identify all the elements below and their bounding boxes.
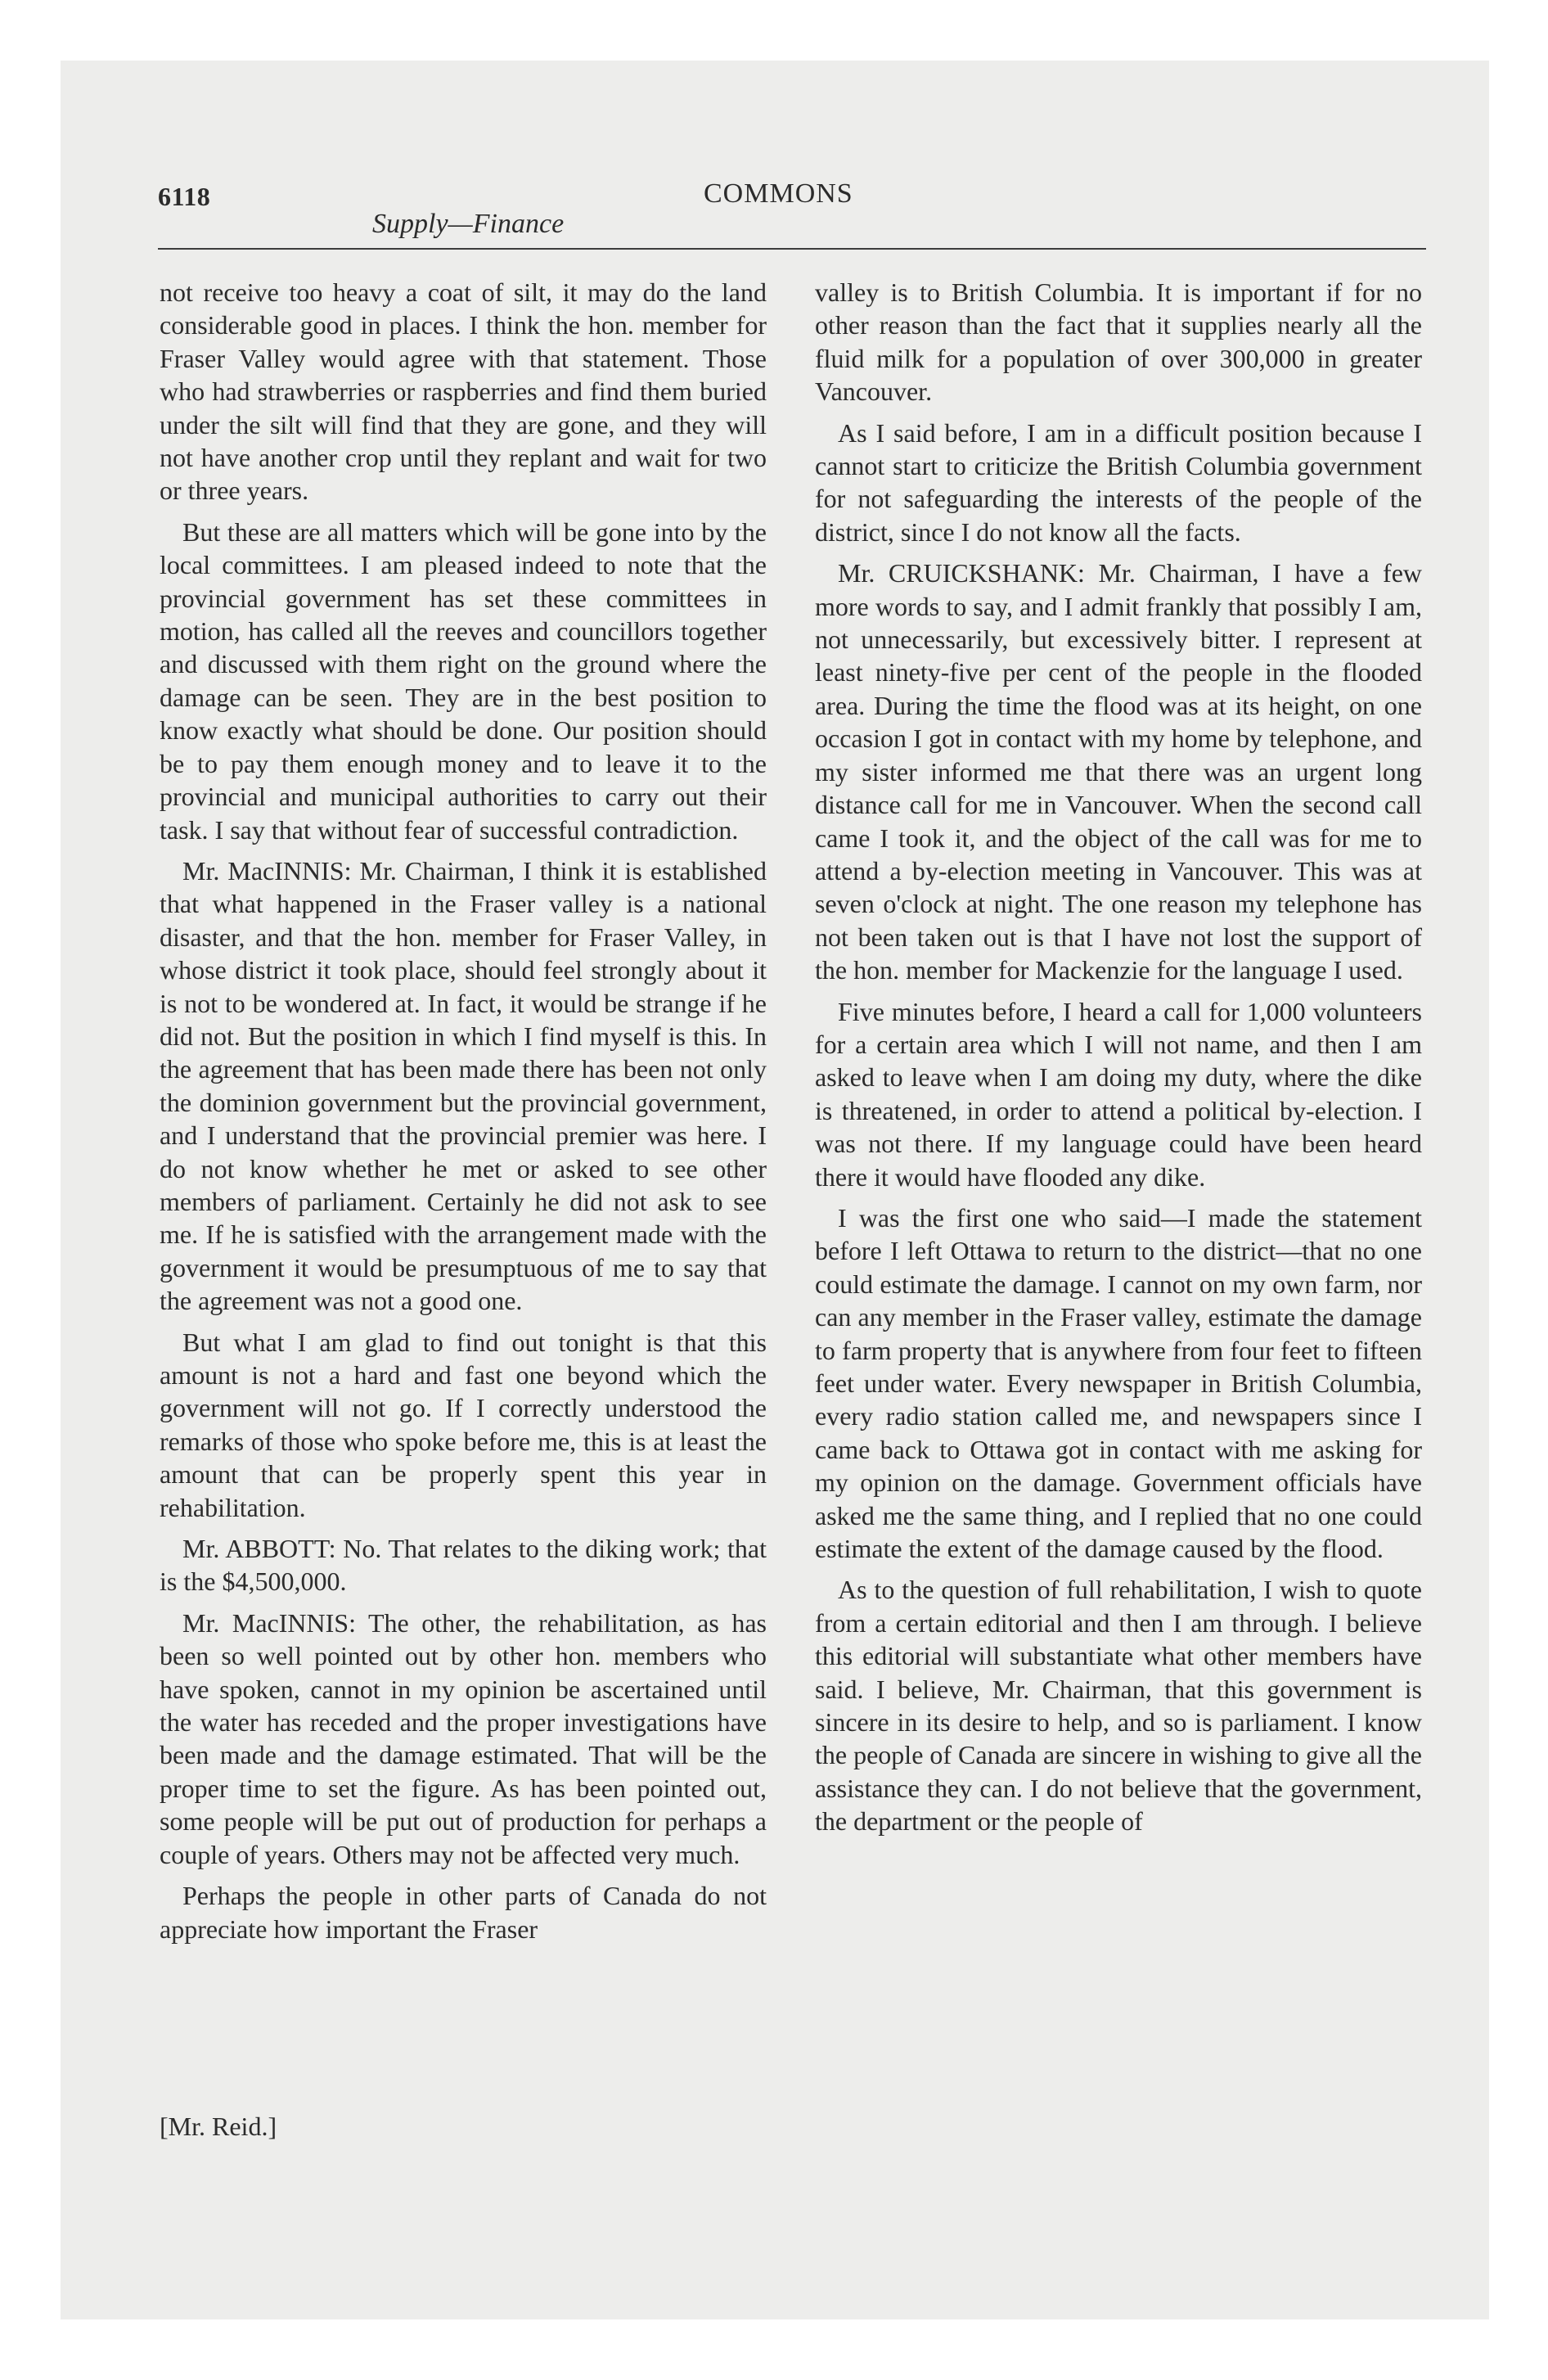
header-rule: [158, 248, 1426, 250]
left-column: [160, 276, 767, 1954]
paragraph: But what I am glad to find out tonight is that this amount is not a hard and fast one beyond which the government will not go. If I correctly understood the remarks of those who spoke before me, this is at least the amount that can be properly spent this year in rehabilitation.: [160, 1327, 767, 1522]
section-title: Supply—Finance: [372, 209, 565, 239]
paragraph: Mr. ABBOTT: No. That relates to the diking work; that is the $4,500,000.: [160, 1534, 767, 1597]
paragraph: Mr. MacINNIS: Mr. Chairman, I think it is established that what happened in the Fraser valley is a national disaster, and that the hon. member for Fraser Valley, in whose district it took place, should feel strongly about it is not to be wondered at. In fact, it would be strange if he did not. But the position in which I find myself is this. In the agreement that has been made there has been not only the dominion government but the provincial government, and I understand that the provincial premier was here. I do not know whether he met or asked to see other members of parliament. Certainly he did not ask to see me. If he is satisfied with the arrangement made with the government it would be presumptuous of me to say that the agreement was not a good one.: [160, 855, 767, 1316]
paragraph: As I said before, I am in a difficult position because I cannot start to criticize the British Columbia government for not safeguarding the interests of the people of the district, since I do not know all the facts.: [815, 417, 1422, 547]
paragraph: Five minutes before, I heard a call for 1,000 volunteers for a certain area which I will not name, and then I am asked to leave when I am doing my duty, where the dike is threatened, in order to attend a political by-election. I was not there. If my language could have been heard there it would have flooded any dike.: [815, 996, 1422, 1192]
paragraph: valley is to British Columbia. It is important if for no other reason than the fact that it supplies nearly all the fluid milk for a population of over 300,000 in greater Vancouver.: [815, 277, 1422, 407]
speaker-tag: [Mr. Reid.]: [160, 2112, 277, 2141]
page-number: 6118: [158, 182, 211, 211]
paragraph: Perhaps the people in other parts of Canada do not appreciate how important the Fraser: [160, 1881, 767, 1944]
right-column: [815, 276, 1422, 1846]
running-title: COMMONS: [704, 178, 853, 209]
paragraph: Mr. MacINNIS: The other, the rehabilitation, as has been so well pointed out by other hon. members who have spoken, cannot in my opinion be ascertained until the water has receded and the proper investigations have been made and the damage estimated. That will be the proper time to set the figure. As has been pointed out, some people will be put out of production for perhaps a couple of years. Others may not be affected very much.: [160, 1607, 767, 1869]
paragraph: As to the question of full rehabilitation, I wish to quote from a certain editorial and then I am through. I believe this editorial will substantiate what other members have said. I believe, Mr. Chairman, that this government is sincere in its desire to help, and so is parliament. I know the people of Canada are sincere in wishing to give all the assistance they can. I do not believe that the government, the department or the people of: [815, 1575, 1422, 1837]
paragraph: Mr. CRUICKSHANK: Mr. Chairman, I have a few more words to say, and I admit frankly that possibly I am, not unnecessarily, but excessively bitter. I represent at least ninety-five per cent of the people in the flooded area. During the time the flood was at its height, on one occasion I got in contact with my home by telephone, and my sister informed me that there was an urgent long distance call for me in Vancouver. When the second call came I took it, and the object of the call was for me to attend a by-election meeting in Vancouver. This was at seven o'clock at night. The one reason my telephone has not been taken out is that I have not lost the support of the hon. member for Mackenzie for the language I used.: [815, 558, 1422, 985]
paragraph: But these are all matters which will be gone into by the local committees. I am pleased indeed to note that the provincial government has set these committees in motion, has called all the reeves and councillors together and discussed with them right on the ground where the damage can be seen. They are in the best position to know exactly what should be done. Our position should be to pay them enough money and to leave it to the provincial and municipal authorities to carry out their task. I say that without fear of successful contradiction.: [160, 516, 767, 845]
paragraph: not receive too heavy a coat of silt, it may do the land considerable good in places. I think the hon. member for Fraser Valley would agree with that statement. Those who had strawberries or raspberries and find them buried under the silt will find that they are gone, and they will not have another crop until they replant and wait for two or three years.: [160, 277, 767, 506]
paragraph: I was the first one who said—I made the statement before I left Ottawa to return to the district—that no one could estimate the damage. I cannot on my own farm, nor can any member in the Fraser valley, estimate the damage to farm property that is anywhere from four feet to fifteen feet under water. Every newspaper in British Columbia, every radio station called me, and newspapers since I came back to Ottawa got in contact with me asking for my opinion on the damage. Government officials have asked me the same thing, and I replied that no one could estimate the extent of the damage caused by the flood.: [815, 1202, 1422, 1564]
